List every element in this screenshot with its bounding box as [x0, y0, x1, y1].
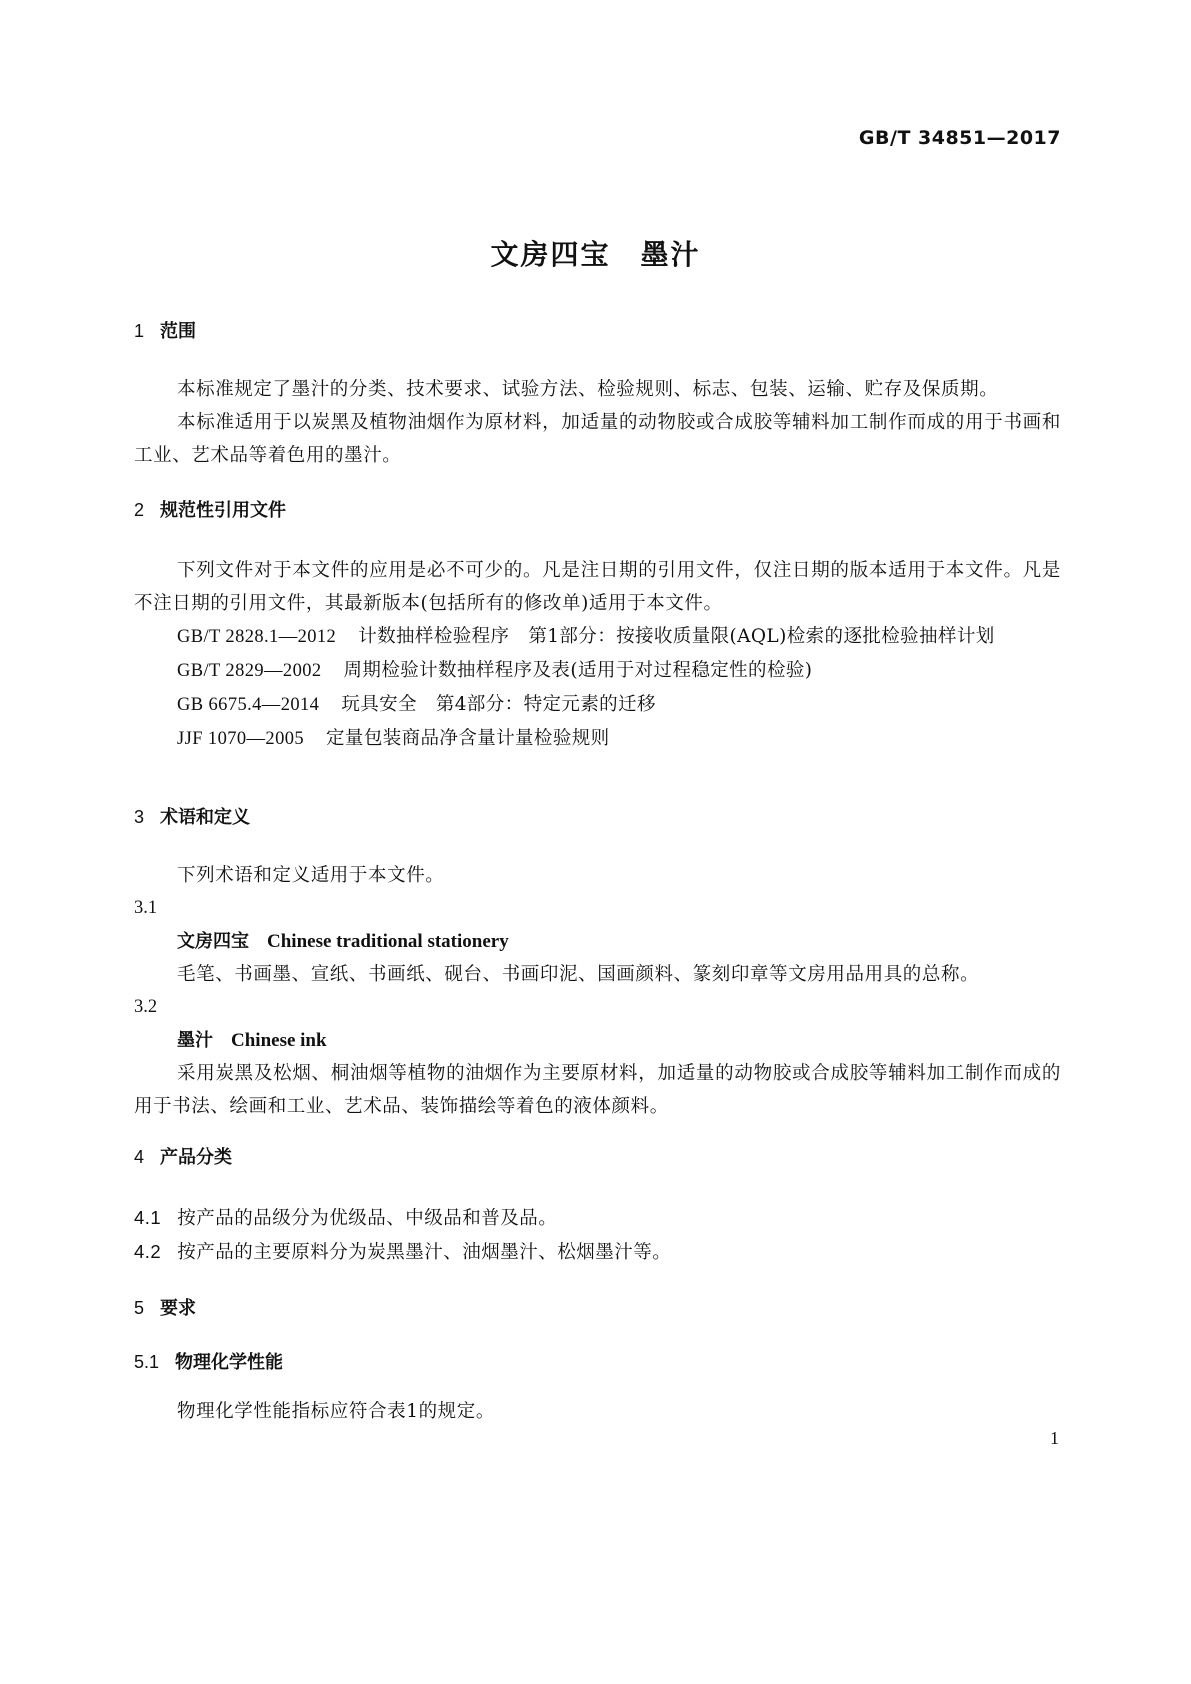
term-name-en: Chinese ink [231, 1030, 327, 1051]
page-number: 1 [1050, 1428, 1059, 1448]
term-definition: 毛笔、书画墨、宣纸、书画纸、砚台、书画印泥、国画颜料、篆刻印章等文房用品用具的总称。 [177, 964, 980, 985]
section-title: 范围 [160, 321, 197, 342]
section-3-heading [134, 804, 1061, 830]
list-item [134, 1201, 1061, 1235]
reference-code: GB 6675.4—2014 [177, 695, 320, 715]
section-title: 要求 [160, 1298, 197, 1319]
reference-item [134, 620, 1061, 654]
item-text: 按产品的主要原料分为炭黑墨汁、油烟墨汁、松烟墨汁等。 [177, 1242, 672, 1263]
subsection-5-1-body [134, 1395, 1061, 1428]
term-number: 3.2 [134, 997, 158, 1017]
section-3-body [134, 859, 1061, 1123]
section-title: 术语和定义 [160, 807, 251, 828]
section-1-heading [134, 318, 1061, 344]
reference-title: 周期检验计数抽样程序及表(适用于对过程稳定性的检验) [343, 660, 813, 681]
section-4-heading [134, 1144, 1061, 1170]
term-name [134, 1024, 1061, 1057]
section-4-body [134, 1201, 1061, 1269]
reference-item [134, 722, 1061, 756]
section-number: 3 [134, 807, 145, 827]
paragraph: 下列术语和定义适用于本文件。 [177, 865, 445, 886]
paragraph: 下列文件对于本文件的应用是必不可少的。凡是注日期的引用文件，仅注日期的版本适用于本文件。凡是不注日期的引用文件，其最新版本(包括所有的修改单)适用于本文件。 [134, 560, 1061, 614]
document-title: 文房四宝 墨汁 [490, 238, 701, 271]
section-number: 1 [134, 321, 145, 341]
term-definition: 采用炭黑及松烟、桐油烟等植物的油烟作为主要原材料，加适量的动物胶或合成胶等辅料加工制作而成的用于书法、绘画和工业、艺术品、装饰描绘等着色的液体颜料。 [134, 1063, 1061, 1117]
reference-code: GB/T 2829—2002 [177, 661, 322, 681]
paragraph: 物理化学性能指标应符合表1的规定。 [177, 1401, 495, 1422]
item-number: 4.1 [134, 1207, 162, 1228]
paragraph: 本标准适用于以炭黑及植物油烟作为原材料，加适量的动物胶或合成胶等辅料加工制作而成的用于书画和工业、艺术品等着色用的墨汁。 [134, 412, 1061, 466]
term-name-cn: 墨汁 [177, 1030, 213, 1051]
subsection-number: 5.1 [134, 1352, 160, 1372]
section-1-body [134, 373, 1061, 472]
section-title: 产品分类 [160, 1147, 233, 1168]
subsection-title: 物理化学性能 [175, 1352, 284, 1373]
reference-item [134, 654, 1061, 688]
reference-title: 定量包装商品净含量计量检验规则 [326, 728, 610, 749]
reference-code: JJF 1070—2005 [177, 729, 305, 749]
reference-title: 玩具安全 第4部分：特定元素的迁移 [341, 694, 656, 715]
section-5-heading [134, 1295, 1061, 1321]
item-text: 按产品的品级分为优级品、中级品和普及品。 [177, 1208, 558, 1229]
term-number: 3.1 [134, 898, 158, 918]
item-number: 4.2 [134, 1241, 162, 1262]
reference-item [134, 688, 1061, 722]
section-number: 2 [134, 500, 145, 520]
term-name [134, 925, 1061, 958]
section-2-heading [134, 497, 1061, 523]
reference-title: 计数抽样检验程序 第1部分：按接收质量限(AQL)检索的逐批检验抽样计划 [358, 626, 995, 647]
list-item [134, 1235, 1061, 1269]
paragraph: 本标准规定了墨汁的分类、技术要求、试验方法、检验规则、标志、包装、运输、贮存及保质期。 [177, 379, 999, 400]
reference-code: GB/T 2828.1—2012 [177, 627, 337, 647]
section-2-body [134, 554, 1061, 756]
term-name-cn: 文房四宝 [177, 931, 249, 952]
subsection-5-1-heading [134, 1349, 1061, 1375]
term-name-en: Chinese traditional stationery [267, 931, 509, 952]
section-number: 5 [134, 1298, 145, 1318]
section-number: 4 [134, 1147, 145, 1167]
section-title: 规范性引用文件 [160, 500, 287, 521]
document-code: GB/T 34851—2017 [858, 127, 1061, 149]
